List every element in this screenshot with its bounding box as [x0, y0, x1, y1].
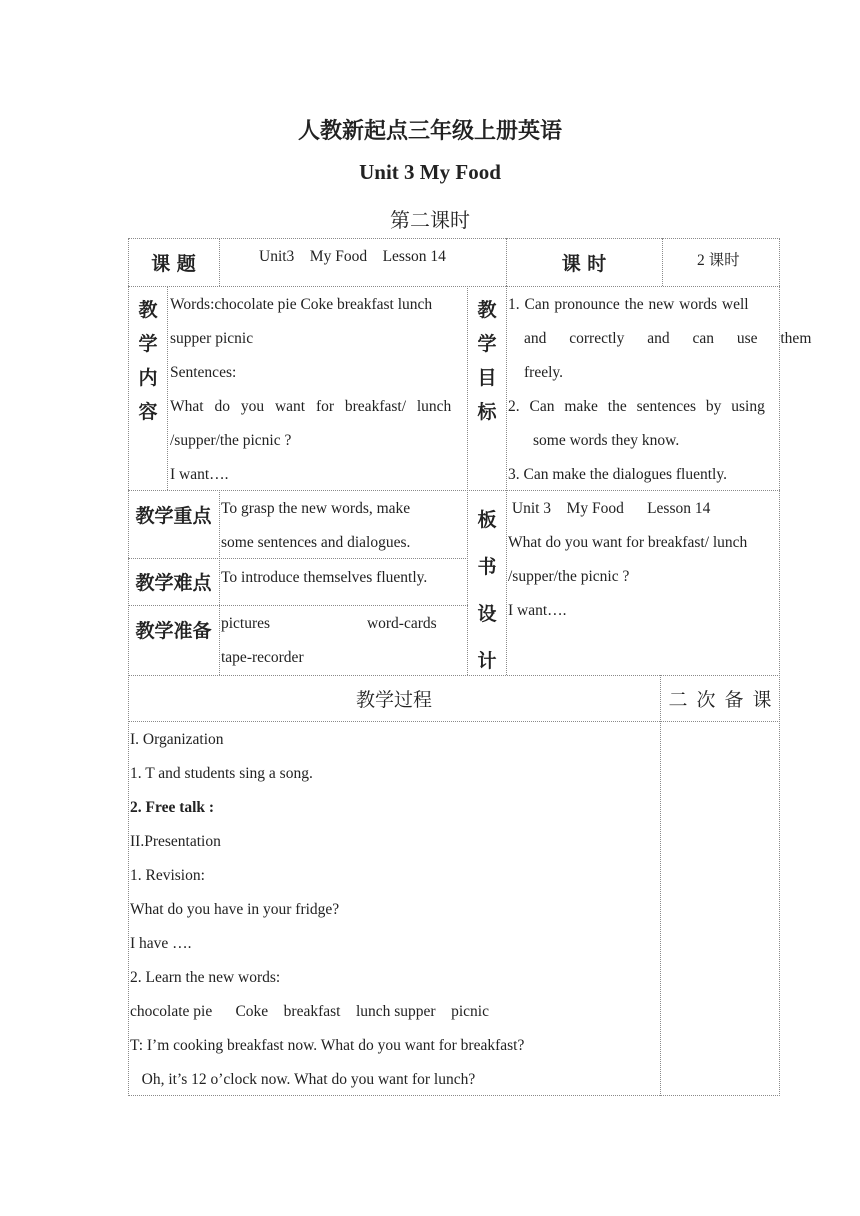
col-divider: [219, 238, 220, 286]
process-line: What do you have in your fridge?: [130, 901, 340, 918]
hours-label: 课 时: [561, 252, 607, 275]
preparation-line: pictures word-cards: [221, 615, 437, 632]
process-line: II.Presentation: [130, 833, 221, 850]
content-label-char: 内: [138, 367, 158, 389]
content-line: I want….: [170, 466, 229, 483]
content-label-char: 学: [138, 333, 158, 355]
process-line: T: I’m cooking breakfast now. What do you want for breakfast?: [130, 1037, 525, 1054]
content-label-char: 教: [138, 299, 158, 321]
goals-label: [469, 293, 505, 429]
goals-line: some words they know.: [533, 432, 680, 449]
process-line: Oh, it’s 12 o’clock now. What do you want for lunch?: [130, 1071, 476, 1088]
goals-line: 1. Can pronounce the new words well: [508, 296, 749, 313]
row-divider: [128, 721, 780, 722]
content-label-char: 容: [138, 401, 158, 423]
content-line: /supper/the picnic ?: [170, 432, 292, 449]
content-label: [130, 293, 166, 429]
row-divider: [128, 286, 780, 287]
difficult-points-label: 教学难点: [135, 572, 212, 594]
goals-label-char: 标: [477, 401, 497, 423]
key-points-label: 教学重点: [135, 504, 212, 527]
content-line: supper picnic: [170, 330, 254, 347]
key-points-line: To grasp the new words, make: [221, 500, 411, 517]
goals-line: freely.: [524, 364, 564, 381]
page-title-chinese: 人教新起点三年级上册英语: [297, 119, 562, 144]
teaching-process-label: 教学过程: [355, 688, 432, 711]
difficult-points-text: To introduce themselves fluently.: [221, 569, 428, 586]
topic-value: Unit3 My Food Lesson 14: [259, 248, 446, 265]
key-points-line: some sentences and dialogues.: [221, 534, 411, 551]
process-line: I have ….: [130, 935, 192, 952]
preparation-line: tape-recorder: [221, 649, 304, 666]
key-points-text: [221, 492, 467, 560]
col-divider: [662, 238, 663, 286]
col-divider: [660, 675, 661, 1096]
goals-line: 2. Can make the sentences by using: [508, 398, 765, 415]
board-label-char: 书: [477, 556, 497, 578]
process-line: chocolate pie Coke breakfast lunch supper picnic: [130, 1003, 489, 1020]
lesson-period: 第二课时: [390, 208, 470, 232]
col-divider: [467, 286, 468, 675]
board-line: I want….: [508, 602, 567, 619]
content-line: Sentences:: [170, 364, 237, 381]
content-line: Words:chocolate pie Coke breakfast lunch: [170, 296, 433, 313]
board-line: Unit 3 My Food Lesson 14: [508, 500, 711, 517]
process-line: 1. T and students sing a song.: [130, 765, 313, 782]
board-design-text: [508, 492, 780, 628]
process-line: 1. Revision:: [130, 867, 205, 884]
board-label-char: 计: [477, 650, 497, 672]
preparation-text: [221, 607, 467, 675]
goals-line: 3. Can make the dialogues fluently.: [508, 466, 727, 483]
content-line: What do you want for breakfast/ lunch: [170, 398, 452, 415]
board-label-char: 板: [477, 509, 497, 531]
col-divider: [167, 286, 168, 490]
preparation-label: 教学准备: [135, 619, 212, 642]
goals-label-char: 学: [477, 333, 497, 355]
goals-label-char: 教: [477, 299, 497, 321]
col-divider: [219, 490, 220, 675]
hours-value: 2 课时: [697, 252, 740, 269]
second-prep-label: 二 次 备 课: [668, 688, 772, 711]
board-line: /supper/the picnic ?: [508, 568, 630, 585]
process-line: 2. Free talk :: [130, 799, 215, 816]
topic-label: 课 题: [151, 252, 196, 275]
unit-title: Unit 3 My Food: [359, 160, 501, 184]
col-divider: [506, 286, 507, 675]
teaching-process-text: [130, 723, 658, 1097]
content-text: [170, 288, 467, 492]
process-line: I. Organization: [130, 731, 224, 748]
board-label-char: 设: [477, 603, 497, 625]
process-line: 2. Learn the new words:: [130, 969, 281, 986]
board-design-label: [469, 497, 505, 685]
goals-text: [508, 288, 812, 492]
board-line: What do you want for breakfast/ lunch: [508, 534, 748, 551]
goals-line: and correctly and can use them: [524, 330, 812, 347]
goals-label-char: 目: [477, 367, 497, 389]
